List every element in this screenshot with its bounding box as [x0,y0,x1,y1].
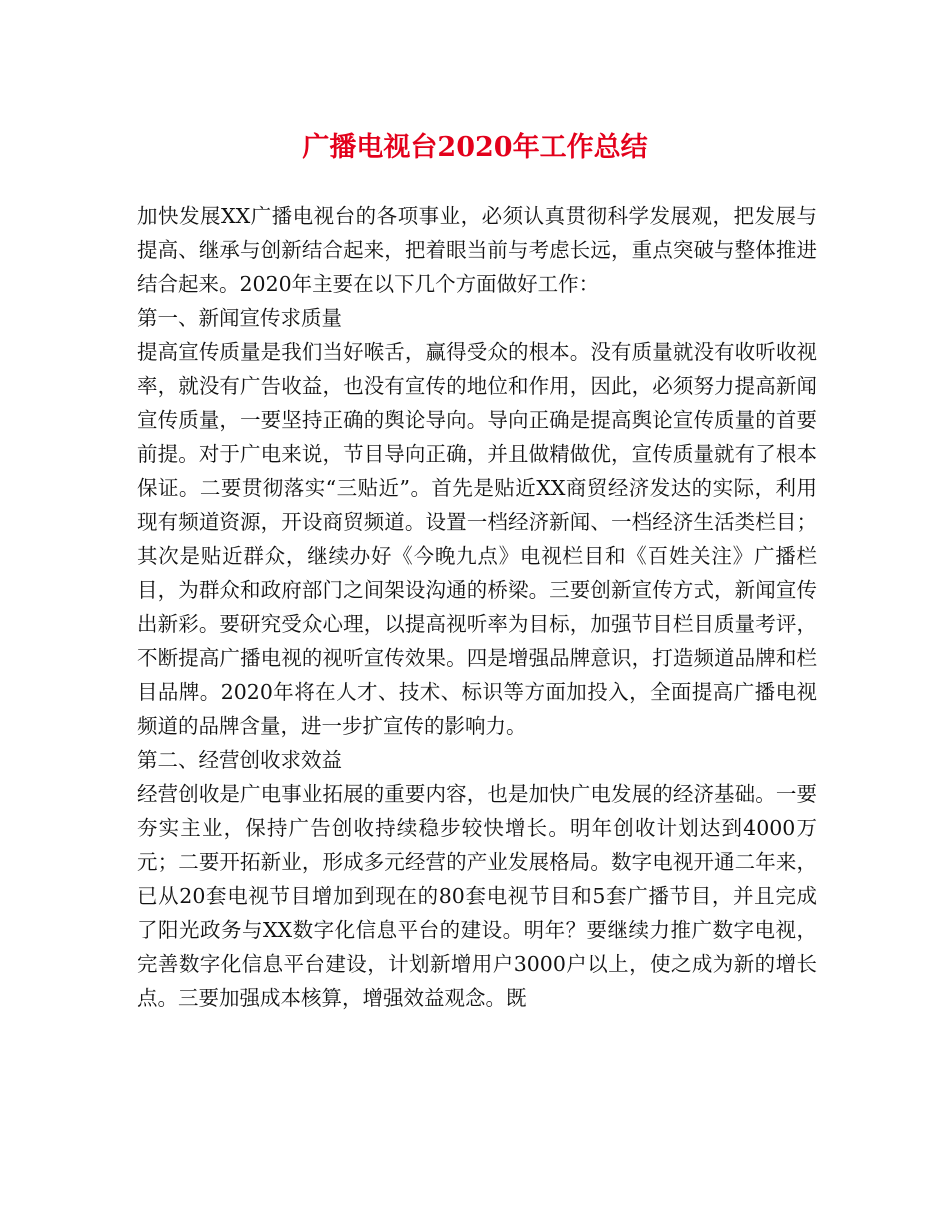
document-body [137,199,817,1015]
section-paragraph-2: 经营创收是广电事业拓展的重要内容，也是加快广电发展的经济基础。一要夯实主业，保持广告创收持续稳步较快增长。明年创收计划达到4000万元；二要开拓新业，形成多元经营的产业发展格局。数字电视开通二年来，已从20套电视节目增加到现在的80套电视节目和5套广播节目，并且完成了阳光政务与XX数字化信息平台的建设。明年？要继续力推广数字电视，完善数字化信息平台建设，计划新增用户3000户以上，使之成为新的增长点。三要加强成本核算，增强效益观念。既 [137,782,817,1010]
section-heading-2: 第二、经营创收求效益 [137,748,342,772]
intro-paragraph: 加快发展XX广播电视台的各项事业，必须认真贯彻科学发展观，把发展与提高、继承与创新结合起来，把着眼当前与考虑长远，重点突破与整体推进结合起来。2020年主要在以下几个方面做好工作： [137,204,817,296]
document-title: 广播电视台2020年工作总结 [302,132,648,163]
section-heading-1: 第一、新闻宣传求质量 [137,306,342,330]
section-paragraph-1: 提高宣传质量是我们当好喉舌，赢得受众的根本。没有质量就没有收听收视率，就没有广告收益，也没有宣传的地位和作用，因此，必须努力提高新闻宣传质量，一要坚持正确的舆论导向。导向正确是提高舆论宣传质量的首要前提。对于广电来说，节目导向正确，并且做精做优，宣传质量就有了根本保证。二要贯彻落实“三贴近”。首先是贴近XX商贸经济发达的实际，利用现有频道资源，开设商贸频道。设置一档经济新闻、一档经济生活类栏目；其次是贴近群众，继续办好《今晚九点》电视栏目和《百姓关注》广播栏目，为群众和政府部门之间架设沟通的桥梁。三要创新宣传方式，新闻宣传出新彩。要研究受众心理，以提高视听率为目标，加强节目栏目质量考评，不断提高广播电视的视听宣传效果。四是增强品牌意识，打造频道品牌和栏目品牌。2020年将在人才、技术、标识等方面加投入，全面提高广播电视频道的品牌含量，进一步扩宣传的影响力。 [137,340,817,738]
